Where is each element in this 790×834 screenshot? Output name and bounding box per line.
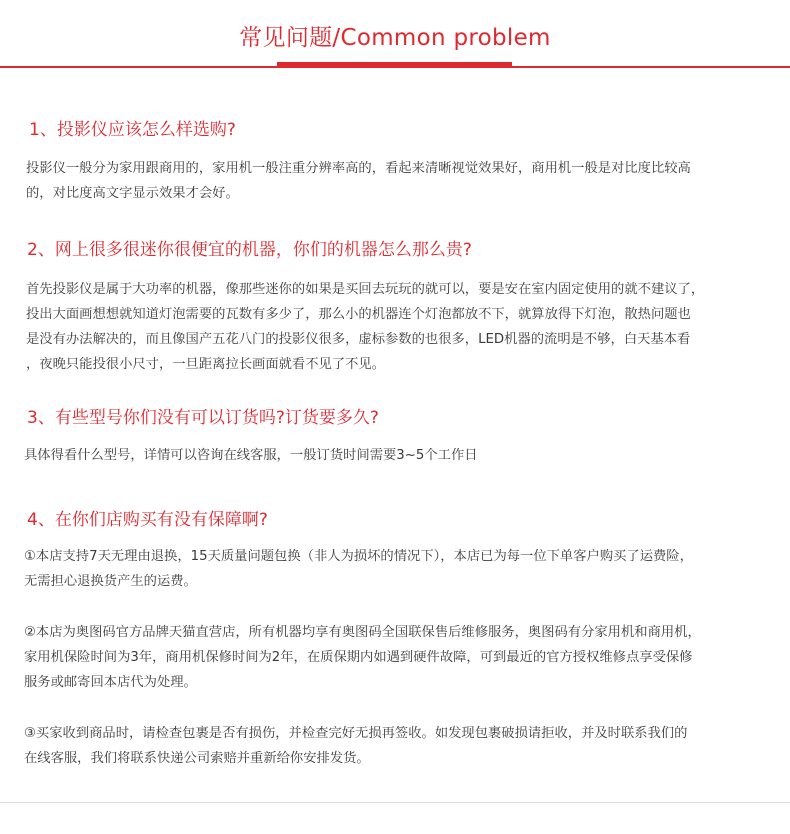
answer-line: 服务或邮寄回本店代为处理。 (24, 675, 197, 690)
answer-line: 投出大面画想想就知道灯泡需要的瓦数有多少了，那么小的机器连个灯泡都放不下，就算放得下灯泡，散热问题也 (26, 307, 691, 322)
answer-line: 在线客服，我们将联系快递公司索赔并重新给你安排发货。 (24, 751, 370, 766)
answer-line: 是没有办法解决的，而且像国产五花八门的投影仪很多，虚标参数的也很多，LED机器的流明是不够，白天基本看 (26, 332, 691, 347)
faq-answer-4-paragraph-1 (24, 544, 772, 594)
answer-line: 具体得看什么型号，详情可以咨询在线客服，一般订货时间需要3~5个工作日 (24, 448, 478, 463)
answer-line: 的，对比度高文字显示效果才会好。 (26, 186, 239, 201)
answer-line: ②本店为奥图码官方品牌天猫直营店，所有机器均享有奥图码全国联保售后维修服务，奥图码有分家用机和商用机， (24, 625, 701, 640)
faq-answer-1 (26, 156, 774, 206)
faq-answer-3 (24, 443, 772, 468)
faq-question-3: 3、有些型号你们没有可以订货吗?订货要多久? (27, 408, 379, 428)
page-header (0, 0, 790, 70)
answer-line: ③买家收到商品时，请检查包裹是否有损伤，并检查完好无损再签收。如发现包裹破损请拒收，并及时联系我们的 (24, 726, 688, 741)
faq-answer-4-paragraph-2 (24, 620, 772, 695)
answer-line: 家用机保险时间为3年，商用机保修时间为2年，在质保期内如遇到硬件故障，可到最近的官方授权维修点享受保修 (24, 650, 693, 665)
faq-question-2: 2、网上很多很迷你很便宜的机器，你们的机器怎么那么贵? (27, 240, 472, 260)
header-accent-bar (277, 62, 512, 67)
answer-line: ①本店支持7天无理由退换，15天质量问题包换（非人为损坏的情况下），本店已为每一位下单客户购买了运费险， (24, 549, 693, 564)
footer-divider (0, 802, 790, 803)
faq-question-1: 1、投影仪应该怎么样选购? (29, 120, 236, 140)
answer-line: 无需担心退换货产生的运费。 (24, 574, 197, 589)
faq-question-4: 4、在你们店购买有没有保障啊? (27, 510, 268, 530)
answer-line: 投影仪一般分为家用跟商用的，家用机一般注重分辨率高的，看起来清晰视觉效果好，商用机一般是对比度比较高 (26, 161, 691, 176)
page-title: 常见问题/Common problem (239, 25, 551, 51)
faq-answer-4-paragraph-3 (24, 721, 772, 771)
answer-line: ，夜晚只能投很小尺寸，一旦距离拉长画面就看不见了不见。 (26, 357, 386, 372)
faq-answer-2 (26, 277, 774, 377)
answer-line: 首先投影仪是属于大功率的机器，像那些迷你的如果是买回去玩玩的就可以，要是安在室内固定使用的就不建议了， (26, 282, 705, 297)
